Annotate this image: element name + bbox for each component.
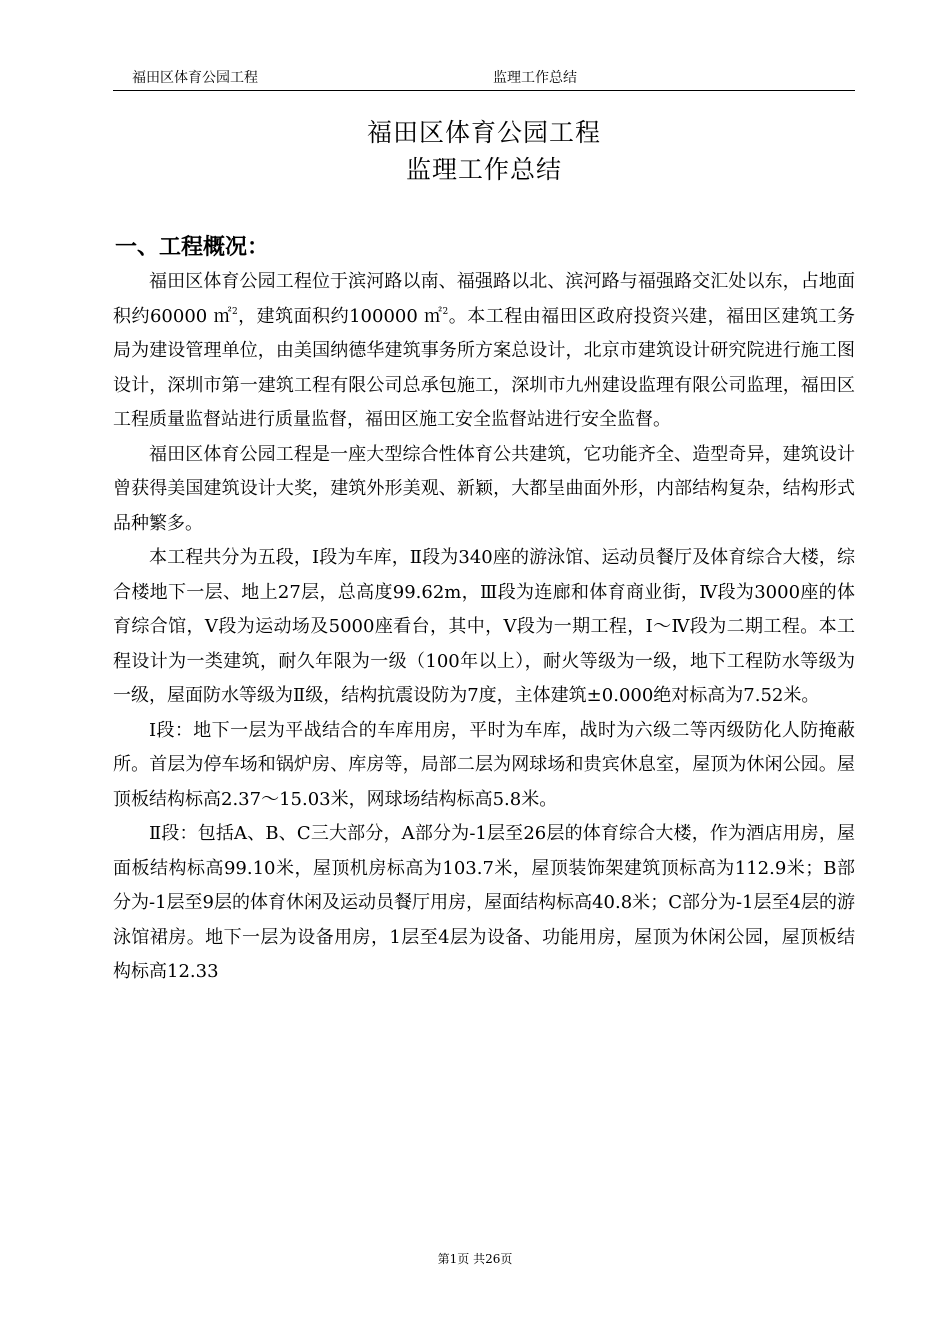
- paragraph-5: Ⅱ段：包括A、B、C三大部分，A部分为-1层至26层的体育综合大楼，作为酒店用房，屋面板结构标高99.10米，屋顶机房标高为103.7米，屋顶装饰架建筑顶标高为112.9米；B部分为-1层至9层的体育休闲及运动员餐厅用房，屋面结构标高40.8米；C部分为-1层至4层的游泳馆裙房。地下一层为设备用房，1层至4层为设备、功能用房，屋顶为休闲公园，屋顶板结构标高12.33: [113, 823, 855, 982]
- header-doc-name: 监理工作总结: [493, 70, 577, 86]
- paragraph-1-part-1: 福田区体育公园工程位于滨河路以南、福强路以北、滨河路与福强路交汇处以东，占地面积约60000 ㎡: [113, 271, 855, 327]
- document-title-line2: 监理工作总结: [405, 155, 562, 184]
- section-heading: 一、工程概况：: [115, 235, 270, 260]
- page-header: [113, 64, 855, 91]
- paragraph-1-part-3: 。本工程由福田区政府投资兴建，福田区建筑工务局为建设管理单位，由美国纳德华建筑事务所方案总设计，北京市建筑设计研究院进行施工图设计，深圳市第一建筑工程有限公司总承包施工，深圳市九州建设监理有限公司监理，福田区工程质量监督站进行质量监督，福田区施工安全监督站进行安全监督。: [113, 305, 856, 430]
- paragraph-1-part-2: ，建筑面积约100000 ㎡: [237, 305, 443, 327]
- body-content: [113, 265, 855, 990]
- header-project-name: 福田区体育公园工程: [132, 70, 258, 86]
- paragraph-1: [113, 265, 855, 438]
- paragraph-2: 福田区体育公园工程是一座大型综合性体育公共建筑，它功能齐全、造型奇异，建筑设计曾获得美国建筑设计大奖，建筑外形美观、新颖，大都呈曲面外形，内部结构复杂，结构形式品种繁多。: [113, 443, 855, 534]
- superscript-2: 2: [231, 306, 238, 317]
- page-number: 第1页 共26页: [437, 1252, 513, 1266]
- document-title-line1: 福田区体育公园工程: [366, 118, 601, 147]
- superscript-2: 2: [442, 306, 449, 317]
- paragraph-4: Ⅰ段：地下一层为平战结合的车库用房，平时为车库，战时为六级二等丙级防化人防掩蔽所。首层为停车场和锅炉房、库房等，局部二层为网球场和贵宾休息室，屋顶为休闲公园。屋顶板结构标高2.37～15.03米，网球场结构标高5.8米。: [113, 719, 855, 810]
- paragraph-3: 本工程共分为五段，Ⅰ段为车库，Ⅱ段为340座的游泳馆、运动员餐厅及体育综合大楼，综合楼地下一层、地上27层，总高度99.62m，Ⅲ段为连廊和体育商业街，Ⅳ段为3000座的体育综合馆，Ⅴ段为运动场及5000座看台，其中，Ⅴ段为一期工程，Ⅰ～Ⅳ段为二期工程。本工程设计为一类建筑，耐久年限为一级（100年以上），耐火等级为一级，地下工程防水等级为一级，屋面防水等级为Ⅱ级，结构抗震设防为7度，主体建筑±0.000绝对标高为7.52米。: [113, 547, 855, 706]
